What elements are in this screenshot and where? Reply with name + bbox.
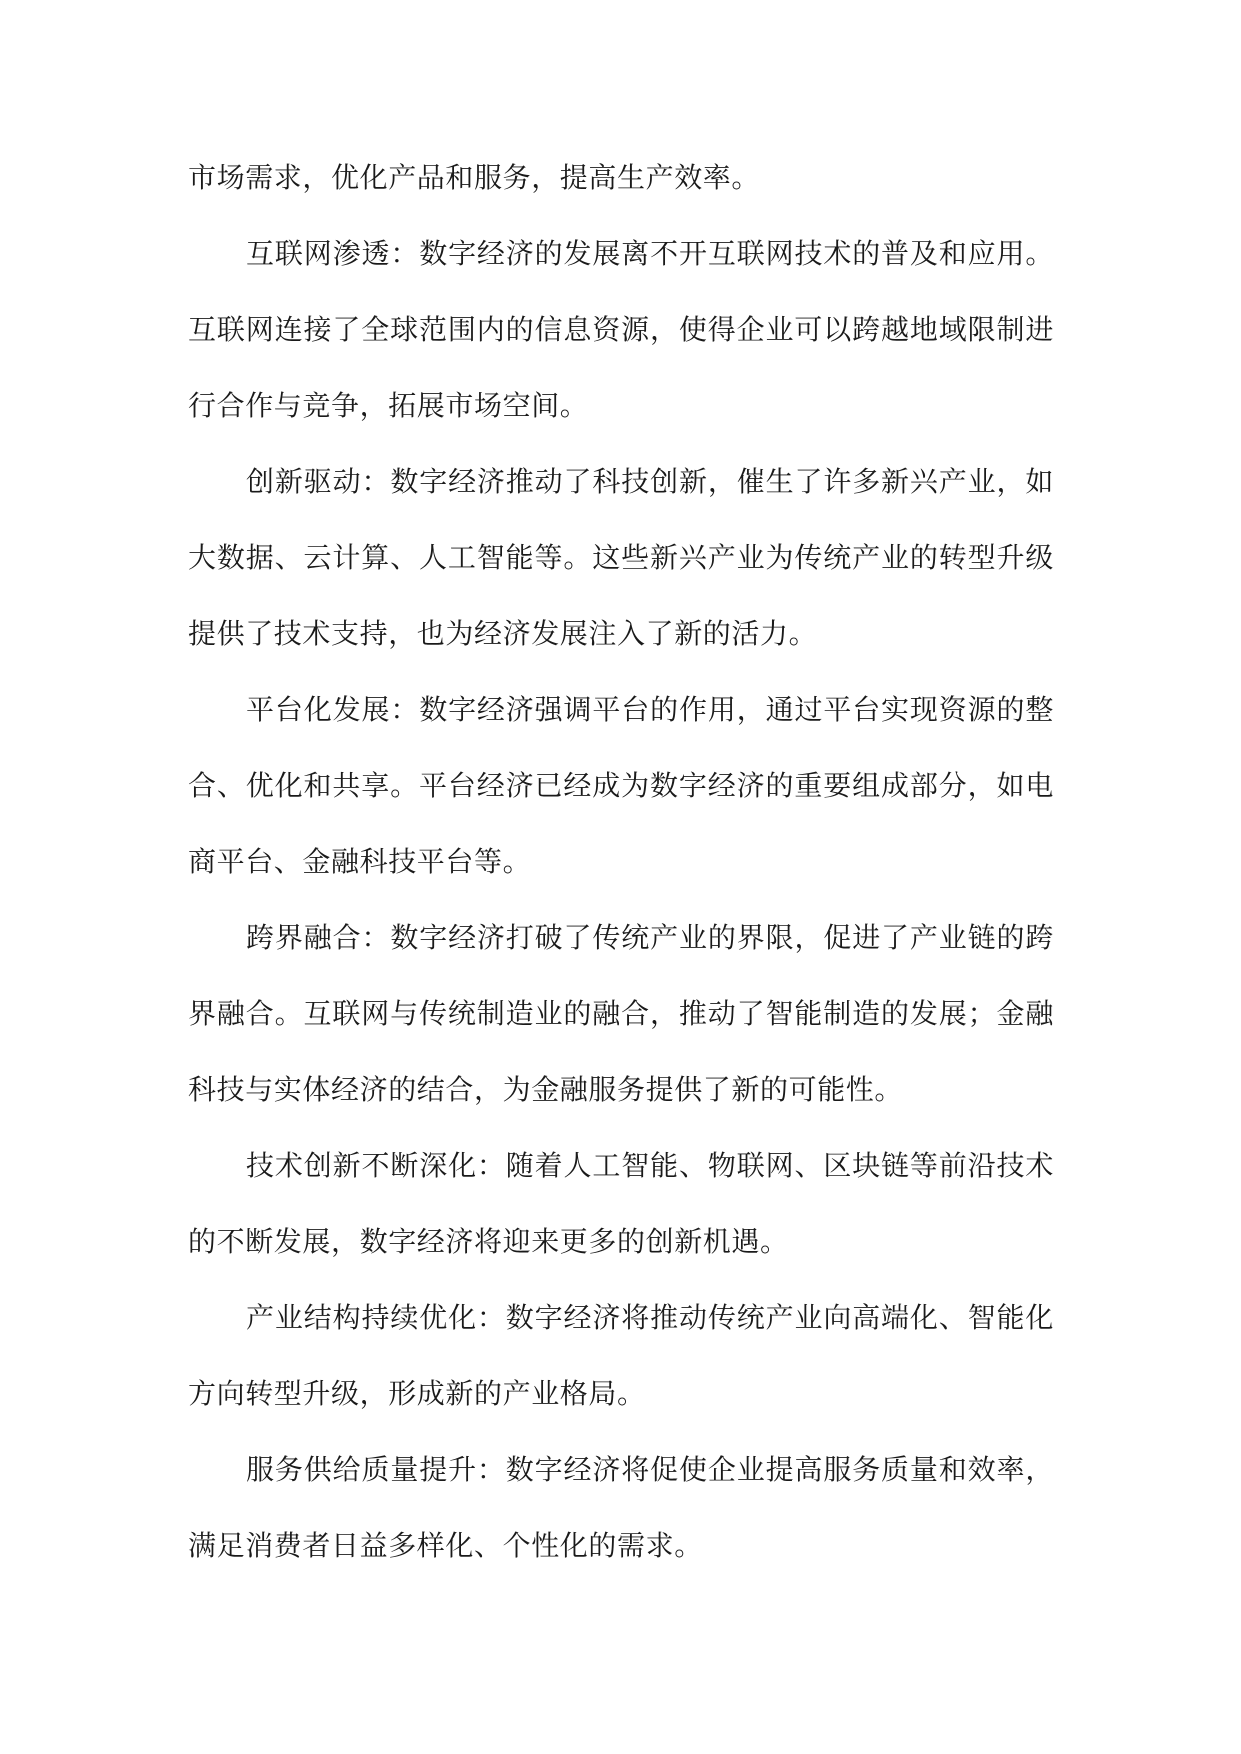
paragraph-tech-innovation: 技术创新不断深化：随着人工智能、物联网、区块链等前沿技术的不断发展，数字经济将迎来更多的创新机遇。 <box>188 1149 1054 1258</box>
paragraph-service-quality: 服务供给质量提升：数字经济将促使企业提高服务质量和效率，满足消费者日益多样化、个性化的需求。 <box>188 1453 1054 1562</box>
document-body <box>188 140 1054 1584</box>
paragraph-market-demand: 市场需求，优化产品和服务，提高生产效率。 <box>188 161 761 194</box>
paragraph-industrial-structure: 产业结构持续优化：数字经济将推动传统产业向高端化、智能化方向转型升级，形成新的产业格局。 <box>188 1301 1054 1410</box>
paragraph-cross-border-integration: 跨界融合：数字经济打破了传统产业的界限，促进了产业链的跨界融合。互联网与传统制造业的融合，推动了智能制造的发展；金融科技与实体经济的结合，为金融服务提供了新的可能性。 <box>188 921 1054 1106</box>
paragraph-internet-penetration: 互联网渗透：数字经济的发展离不开互联网技术的普及和应用。互联网连接了全球范围内的信息资源，使得企业可以跨越地域限制进行合作与竞争，拓展市场空间。 <box>188 237 1054 422</box>
paragraph-innovation-driven: 创新驱动：数字经济推动了科技创新，催生了许多新兴产业，如大数据、云计算、人工智能等。这些新兴产业为传统产业的转型升级提供了技术支持，也为经济发展注入了新的活力。 <box>188 465 1054 650</box>
paragraph-platform-development: 平台化发展：数字经济强调平台的作用，通过平台实现资源的整合、优化和共享。平台经济已经成为数字经济的重要组成部分，如电商平台、金融科技平台等。 <box>188 693 1054 878</box>
